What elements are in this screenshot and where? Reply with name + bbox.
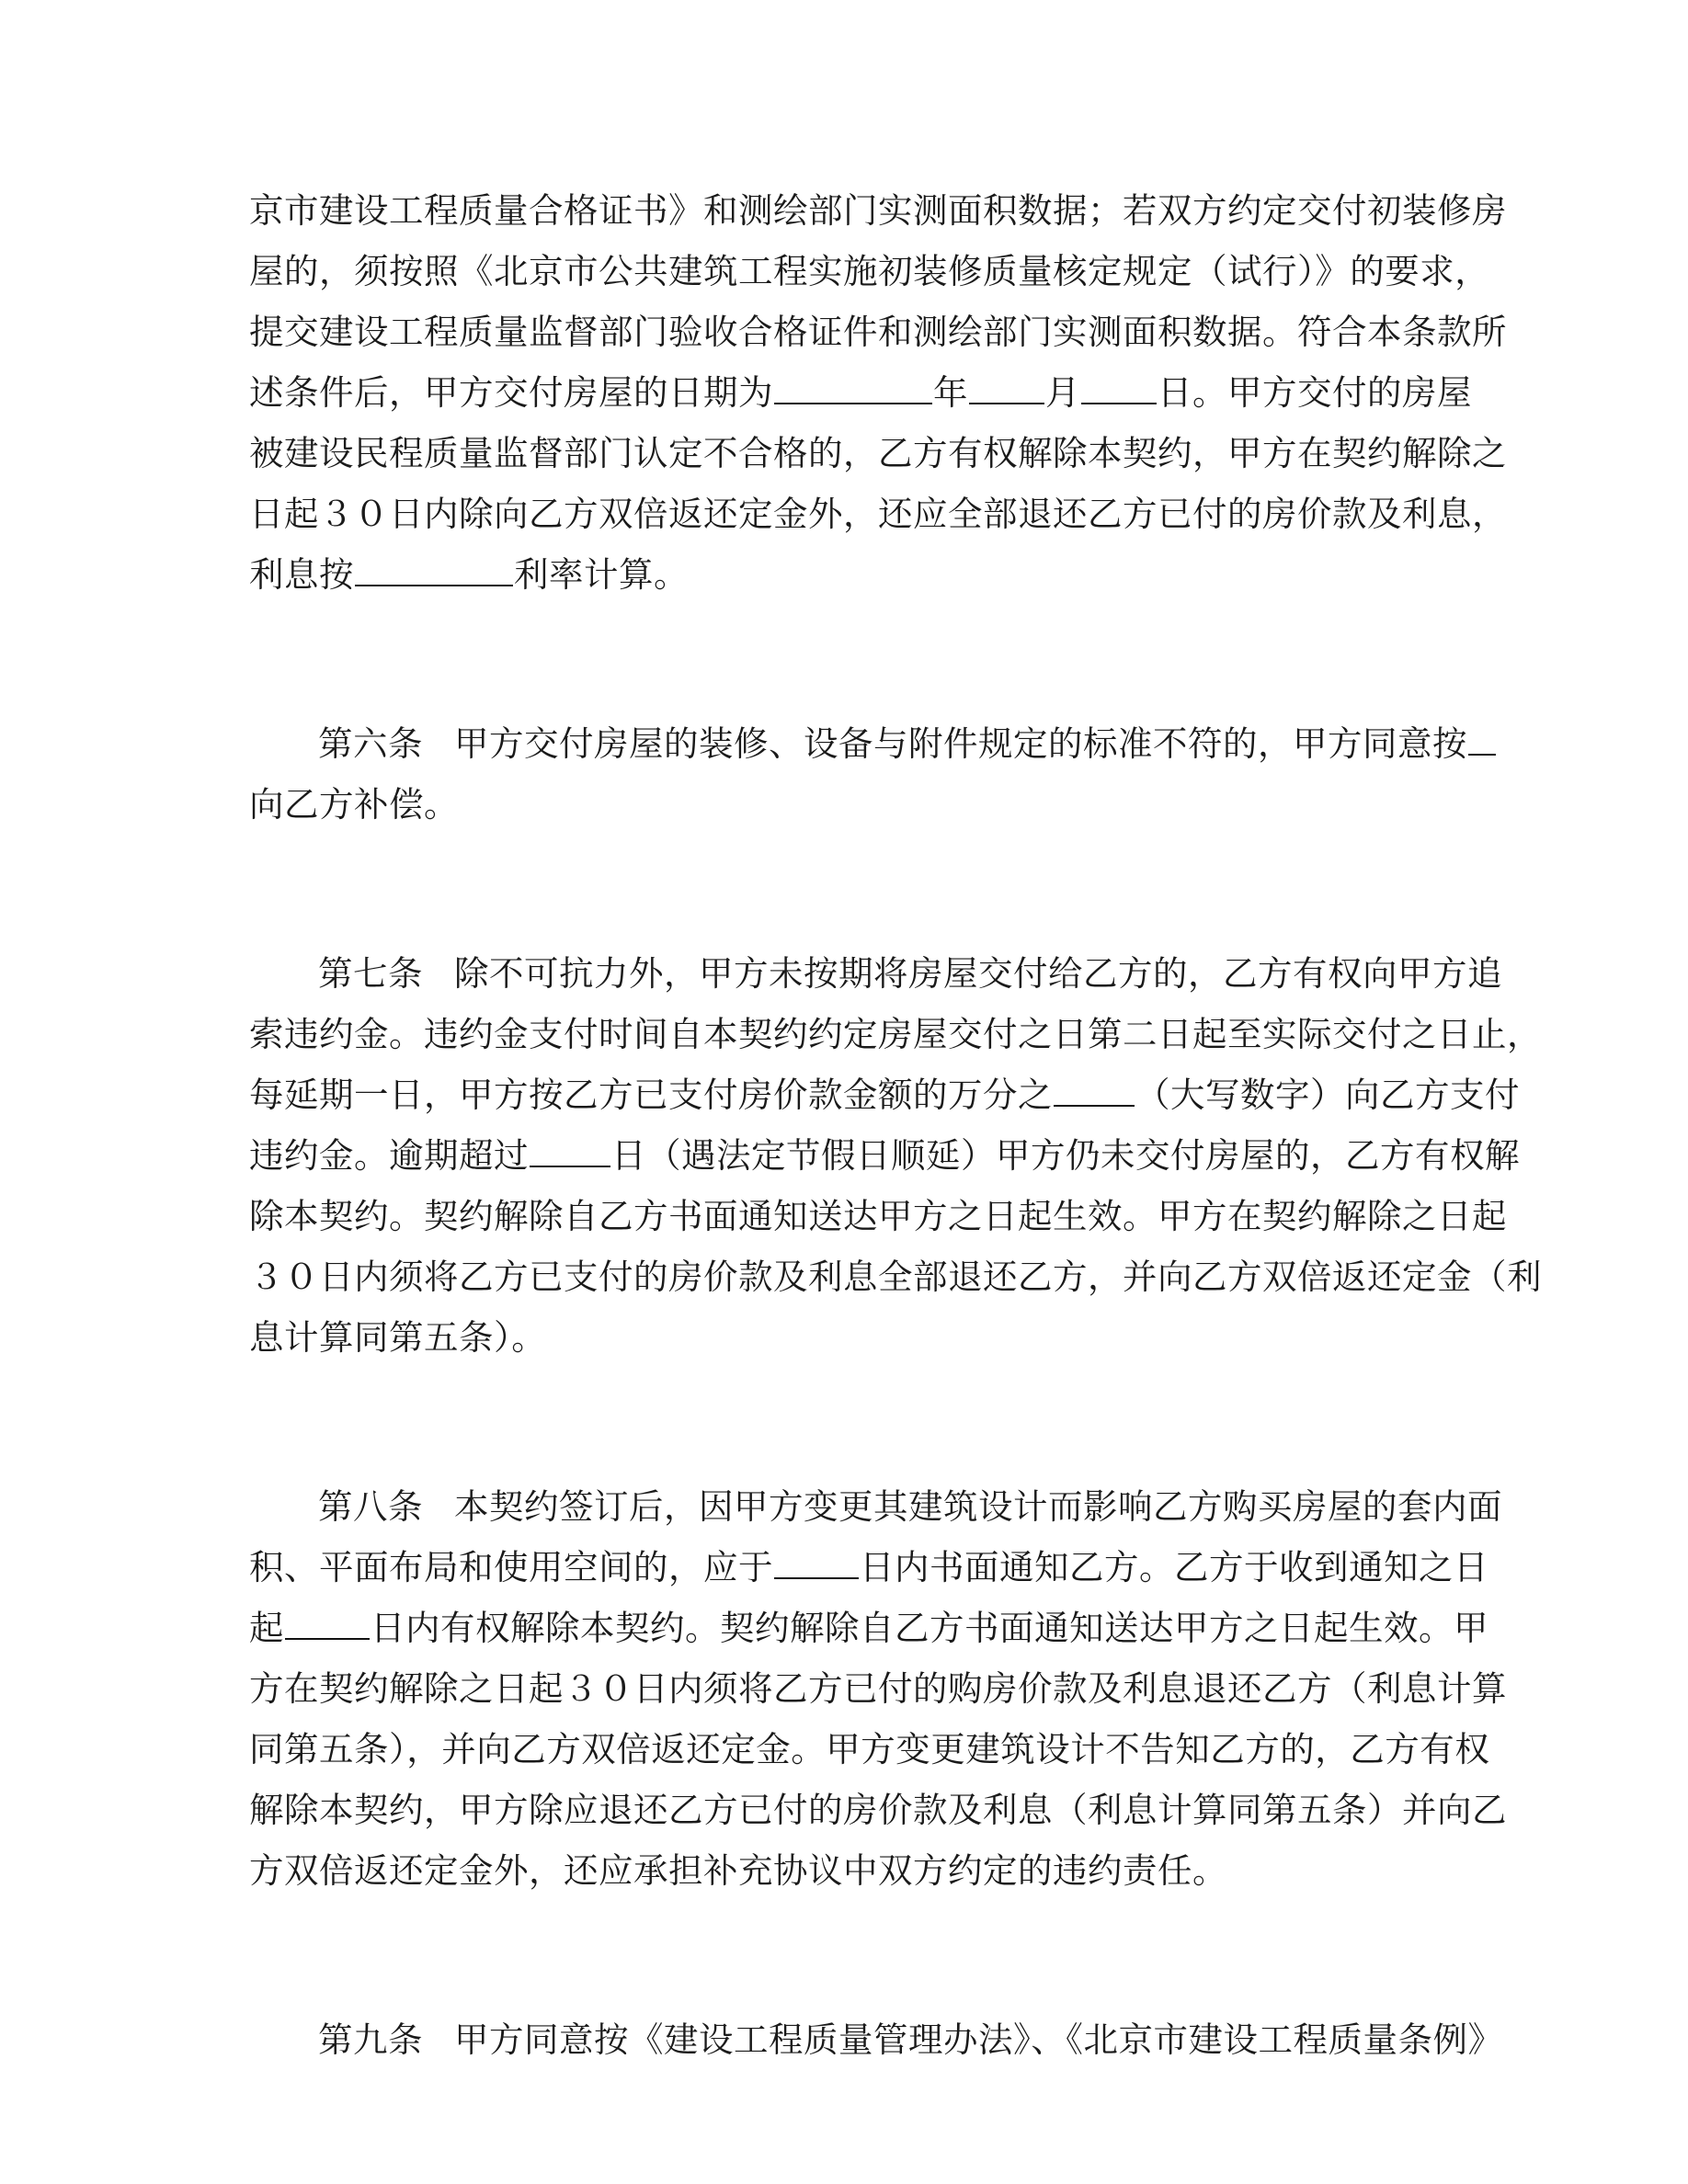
article-number: 第八条 [318,1486,423,1527]
text-line: 除本契约。契约解除自乙方书面通知送达甲方之日起生效。甲方在契约解除之日起 [249,1196,1507,1236]
text-segment: 积、平面布局和使用空间的，应于 [249,1547,773,1587]
text-segment: 本契约签订后，因甲方变更其建筑设计而影响乙方购买房屋的套内面 [454,1486,1502,1527]
text-line: 京市建设工程质量合格证书》和测绘部门实测面积数据；若双方约定交付初装修房 [249,190,1507,231]
paragraph-gap [249,1368,1435,1476]
text-line: 方在契约解除之日起３０日内须将乙方已付的购房价款及利息退还乙方（利息计算 [249,1668,1507,1709]
article-5-continued [249,180,1507,605]
article-number: 第九条 [318,2019,423,2060]
text-line: 索违约金。违约金支付时间自本契约约定房屋交付之日第二日起至实际交付之日止， [249,1014,1542,1054]
paragraph-gap [249,835,1435,943]
text-line: 方双倍返还定金外，还应承担补充协议中双方约定的违约责任。 [249,1850,1227,1891]
text-segment: 利息按 [249,554,354,595]
text-segment: 日。甲方交付的房屋 [1158,372,1472,413]
fill-in-blank-termination-days[interactable] [285,1605,370,1640]
text-line [249,943,1502,1004]
document-page [249,180,1542,2070]
fill-in-blank-day[interactable] [1081,370,1157,404]
text-line-with-blanks [249,362,1472,423]
text-line: 日起３０日内除向乙方双倍返还定金外，还应全部退还乙方已付的房价款及利息， [249,494,1507,534]
fill-in-blank-notice-days[interactable] [774,1544,859,1579]
text-segment: 月 [1045,372,1080,413]
text-segment: 每延期一日，甲方按乙方已支付房价款金额的万分之 [249,1075,1053,1115]
text-line-with-blanks [249,1537,1488,1598]
text-line: 同第五条），并向乙方双倍返还定金。甲方变更建筑设计不告知乙方的，乙方有权 [249,1729,1490,1769]
text-line-with-blanks [249,1064,1520,1125]
text-segment: 年 [933,372,968,413]
text-line: ３０日内须将乙方已支付的房价款及利息全部退还乙方，并向乙方双倍返还定金（利 [249,1257,1542,1297]
text-line: 被建设民程质量监督部门认定不合格的，乙方有权解除本契约，甲方在契约解除之 [249,433,1507,473]
paragraph-gap [249,605,1435,713]
text-line: 屋的，须按照《北京市公共建筑工程实施初装修质量核定规定（试行）》的要求， [249,251,1490,291]
article-6 [249,713,1467,835]
text-line [249,1476,1502,1537]
article-8 [249,1476,1507,1901]
fill-in-blank-month[interactable] [969,370,1044,404]
text-segment: 日内有权解除本契约。契约解除自乙方书面通知送达甲方之日起生效。甲 [371,1608,1488,1648]
text-segment: 除不可抗力外，甲方未按期将房屋交付给乙方的，乙方有权向甲方追 [454,953,1502,994]
text-segment: 起 [249,1608,284,1648]
article-number: 第六条 [318,723,423,764]
text-segment: 甲方交付房屋的装修、设备与附件规定的标准不符的，甲方同意按 [454,723,1467,764]
text-line: 息计算同第五条）。 [249,1317,547,1358]
text-segment: 甲方同意按《建设工程质量管理办法》、《北京市建设工程质量条例》 [454,2019,1503,2060]
text-line-with-blanks [249,1125,1520,1186]
fill-in-blank-compensation[interactable] [1468,721,1496,756]
text-line [249,2009,1503,2070]
text-line-with-blanks [249,1598,1488,1658]
text-line-with-blanks [249,544,1435,605]
paragraph-gap [249,1901,1435,2009]
article-9 [249,2009,1503,2070]
text-line: 解除本契约，甲方除应退还乙方已付的房价款及利息（利息计算同第五条）并向乙 [249,1790,1507,1830]
fill-in-blank-year[interactable] [774,370,932,404]
text-line-with-blanks [249,713,1467,774]
text-segment: 述条件后，甲方交付房屋的日期为 [249,372,773,413]
fill-in-blank-interest-rate[interactable] [355,552,513,586]
text-segment: 利率计算。 [514,554,689,595]
text-segment: 违约金。逾期超过 [249,1135,529,1176]
article-7 [249,943,1542,1368]
fill-in-blank-overdue-days[interactable] [530,1132,610,1167]
text-line: 向乙方补偿。 [249,784,459,825]
text-line: 提交建设工程质量监督部门验收合格证件和测绘部门实测面积数据。符合本条款所 [249,312,1507,352]
article-number: 第七条 [318,953,423,994]
text-segment: 日内书面通知乙方。乙方于收到通知之日 [860,1547,1488,1587]
text-segment: 日（遇法定节假日顺延）甲方仍未交付房屋的，乙方有权解 [611,1135,1520,1176]
fill-in-blank-penalty-rate[interactable] [1054,1072,1135,1107]
text-segment: （大写数字）向乙方支付 [1135,1075,1520,1115]
